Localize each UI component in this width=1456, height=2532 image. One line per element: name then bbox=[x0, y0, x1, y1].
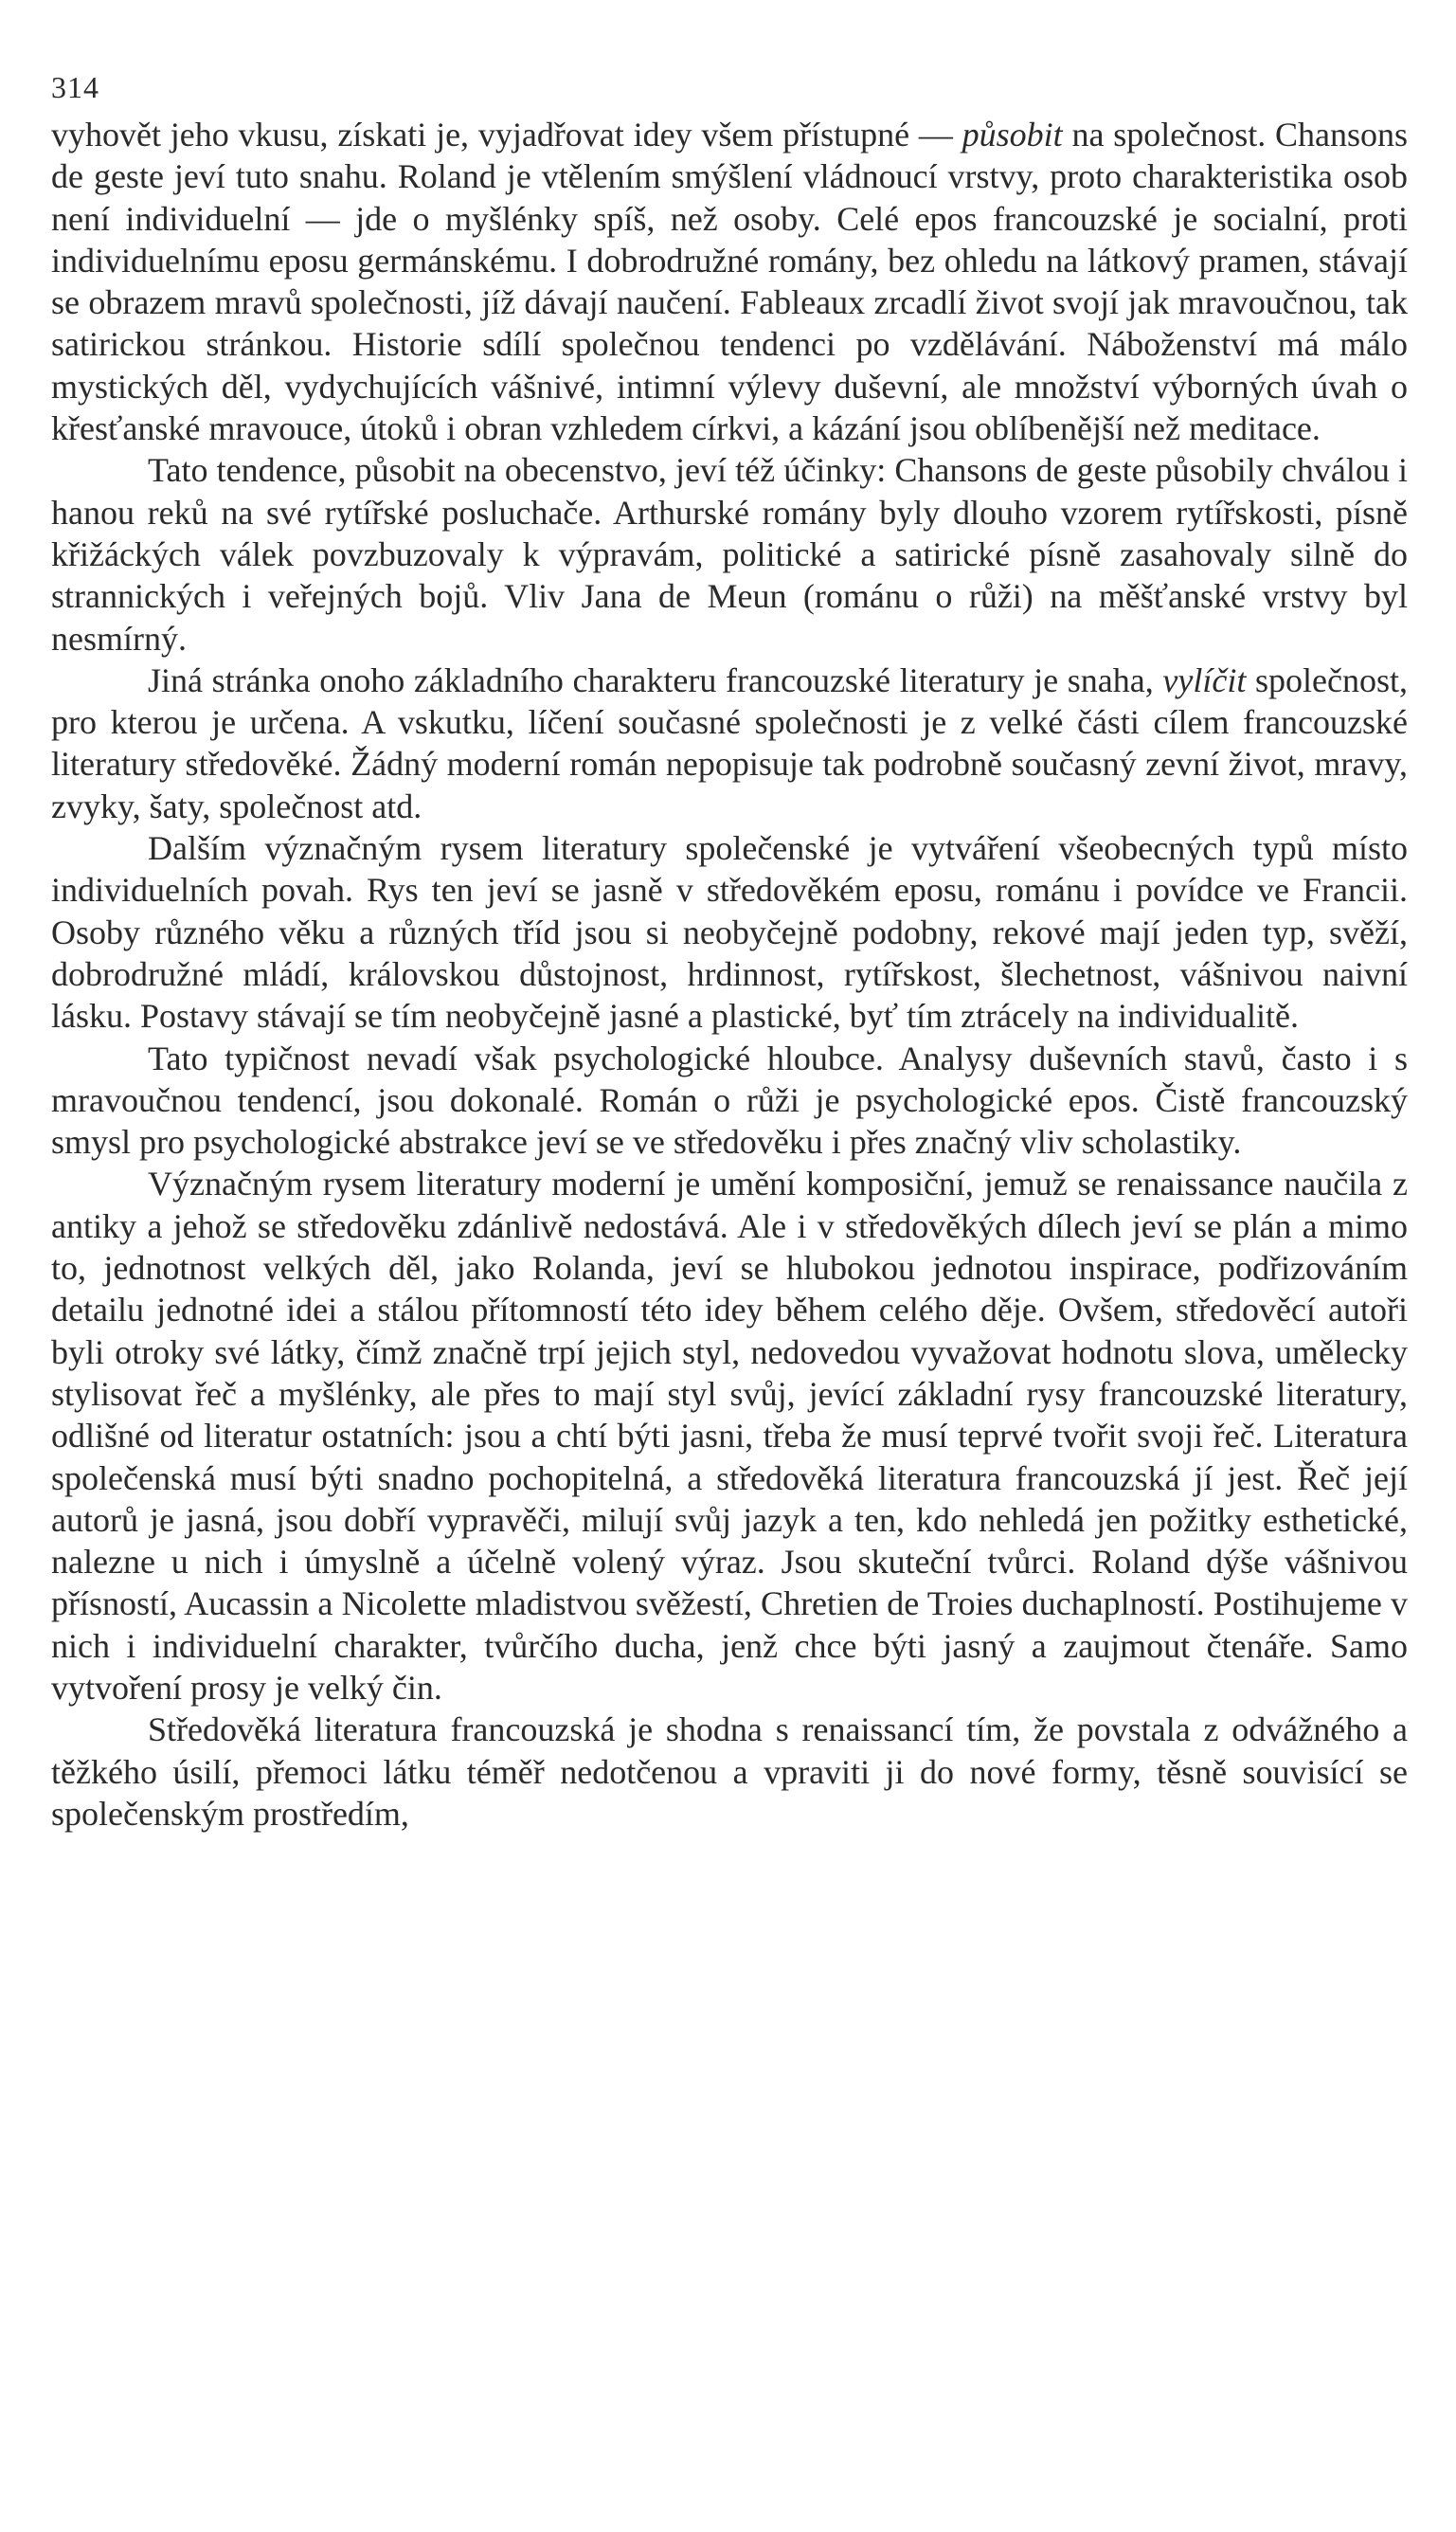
text-segment: Dalším význačným rysem literatury společenské je vytváření všeobecných typů místo individuelních povah. Rys ten jeví se jasně v středověkém eposu, románu i povídce ve Francii. Osoby různého věku a různých tříd jsou si neobyčejně podobny, rekové mají jeden typ, svěží, dobrodružné mládí, královskou důstojnost, hrdinnost, rytířskost, šlechetnost, vášnivou naivní lásku. Postavy stávají se tím neobyčejně jasné a plastické, byť tím ztrácely na individualitě. bbox=[51, 829, 1408, 1036]
text-segment: na společnost. Chansons de geste jeví tuto snahu. Roland je vtělením smýšlení vládnoucí vrstvy, proto charakteristika osob není individuelní — jde o myšlénky spíš, než osoby. Celé epos francouzské je socialní, proti individuelnímu eposu germánskému. I dobrodružné romány, bez ohledu na látkový pramen, stávají se obrazem mravů společnosti, jíž dávají naučení. Fableaux zrcadlí život svojí jak mravoučnou, tak satirickou stránkou. Historie sdílí společnou tendenci po vzdělávání. Náboženství má málo mystických děl, vydychujících vášnivé, intimní výlevy duševní, ale množství výborných úvah o křesťanské mravouce, útoků i obran vzhledem církvi, a kázání jsou oblíbenější než meditace. bbox=[51, 116, 1409, 448]
italic-term-pusobit: působit bbox=[962, 116, 1063, 154]
text-segment: Středověká literatura francouzská je shodna s renaissancí tím, že povstala z odvážného a těžkého úsilí, přemoci látku téměř nedotčenou a vpraviti ji do nové formy, těsně souvisící se společenským prostředím, bbox=[51, 1710, 1408, 1833]
text-segment: Tato tendence, působit na obecenstvo, jeví též účinky: Chansons de geste působily chválou i hanou reků na své rytířské posluchače. Arthurské romány byly dlouho vzorem rytířskosti, písně křižáckých válek povzbuzovaly k výpravám, politické a satirické písně zasahovaly silně do strannických i veřejných bojů. Vliv Jana de Meun (románu o růži) na měšťanské vrstvy byl nesmírný. bbox=[51, 451, 1408, 658]
page-number: 314 bbox=[51, 70, 99, 104]
text-segment: Tato typičnost nevadí však psychologické hloubce. Analysy duševních stavů, často i s mravoučnou tendencí, jsou dokonalé. Román o růži je psychologické epos. Čistě francouzský smysl pro psychologické abstrakce jeví se ve středověku i přes značný vliv scholastiky. bbox=[51, 1039, 1408, 1162]
paragraph-4 bbox=[51, 827, 1408, 1037]
paragraph-1 bbox=[51, 114, 1408, 449]
paragraph-2 bbox=[51, 449, 1408, 659]
paragraph-3 bbox=[51, 660, 1408, 827]
text-segment: Význačným rysem literatury moderní je umění komposiční, jemuž se renaissance naučila z antiky a jehož se středověku zdánlivě nedostává. Ale i v středověkých dílech jeví se plán a mimo to, jednotnost velkých děl, jako Rolanda, jeví se hlubokou jednotou inspirace, podřizováním detailu jednotné idei a stálou přítomností této idey během celého děje. Ovšem, středověcí autoři byli otroky své látky, čímž značně trpí jejich styl, nedovedou vyvažovat hodnotu slova, umělecky stylisovat řeč a myšlénky, ale přes to mají styl svůj, jevící základní rysy francouzské literatury, odlišné od literatur ostatních: jsou a chtí býti jasni, třeba že musí teprvé tvořit svoji řeč. Literatura společenská musí býti snadno pochopitelná, a středověká literatura francouzská jí jest. Řeč její autorů je jasná, jsou dobří vypravěči, milují svůj jazyk a ten, kdo nehledá jen požitky esthetické, nalezne u nich i úmyslně a účelně volený výraz. Jsou skuteční tvůrci. Roland dýše vášnivou přísností, Aucassin a Nicolette mladistvou svěžestí, Chretien de Troies duchaplností. Postihujeme v nich i individuelní charakter, tvůrčího ducha, jenž chce býti jasný a zaujmout čtenáře. Samo vytvoření prosy je velký čin. bbox=[51, 1165, 1408, 1707]
body-text bbox=[51, 114, 1408, 1835]
text-segment: vyhovět jeho vkusu, získati je, vyjadřovat idey všem přístupné — bbox=[51, 116, 962, 154]
italic-term-vylicit: vylíčit bbox=[1162, 660, 1247, 699]
text-segment: Jiná stránka onoho základního charakteru francouzské literatury je snaha, bbox=[148, 660, 1163, 699]
text-segment: společnost, pro kterou je určena. A vskutku, líčení současné společnosti je z velké části cílem francouzské literatury středověké. Žádný moderní román nepopisuje tak podrobně současný zevní život, mravy, zvyky, šaty, společnost atd. bbox=[51, 660, 1408, 825]
paragraph-5 bbox=[51, 1038, 1408, 1164]
paragraph-6 bbox=[51, 1163, 1408, 1709]
paragraph-7 bbox=[51, 1709, 1408, 1835]
